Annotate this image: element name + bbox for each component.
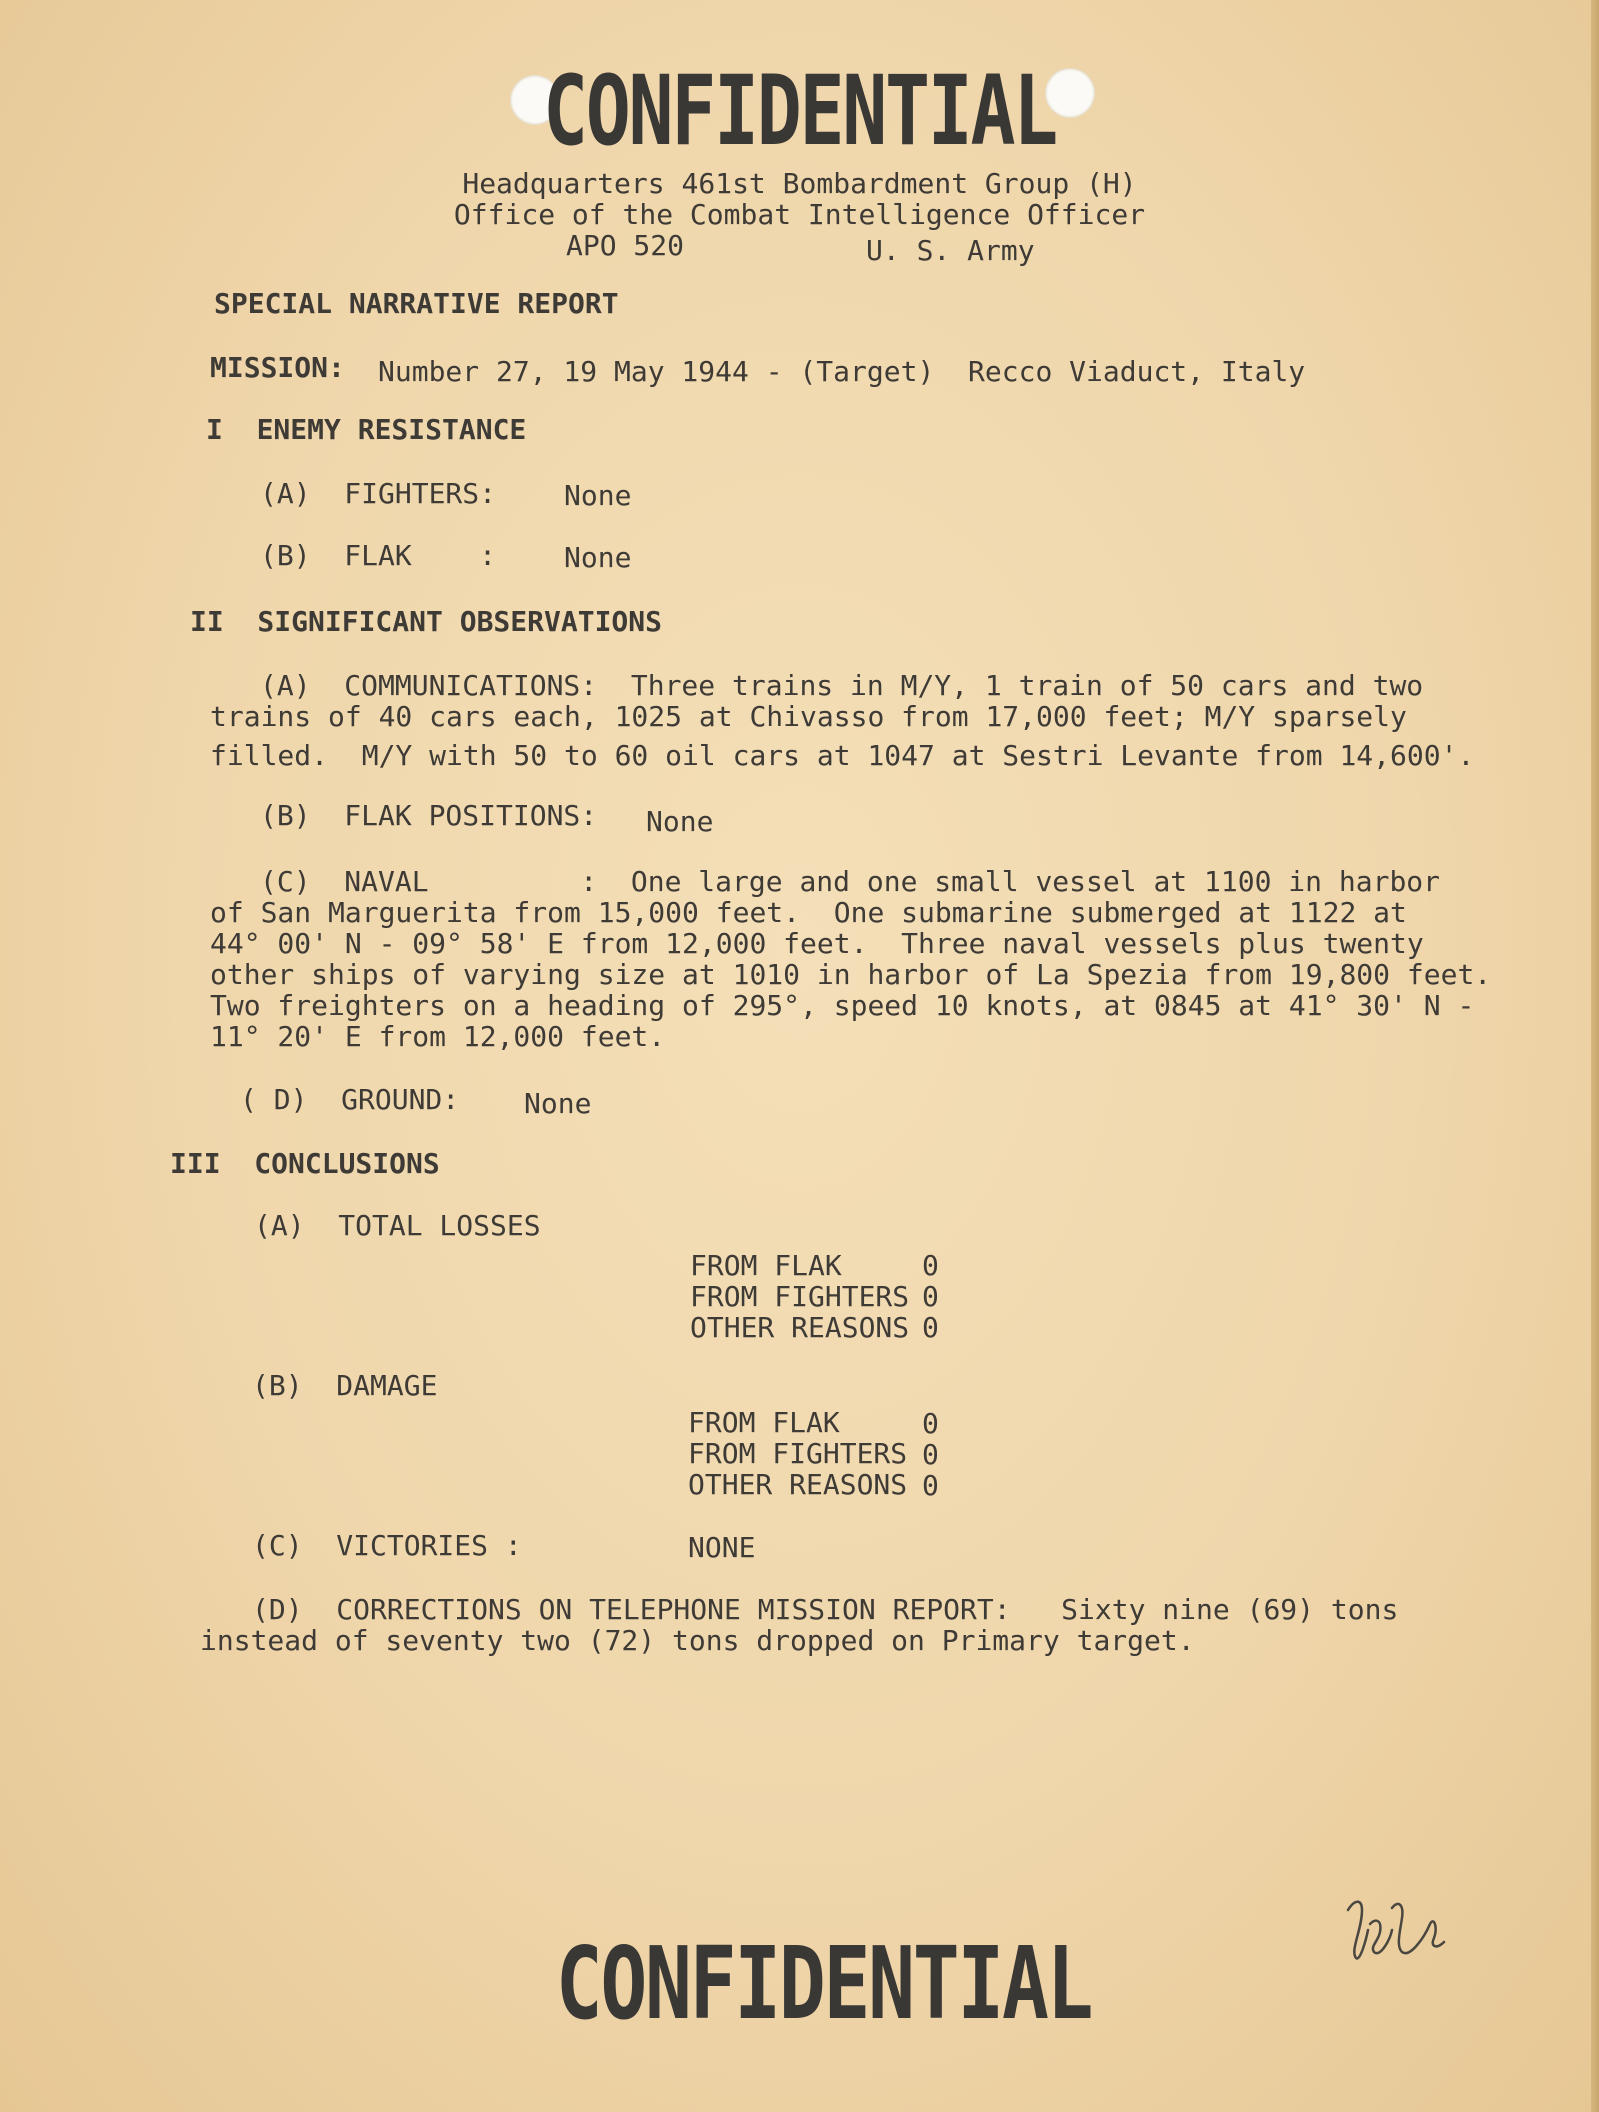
report-title: SPECIAL NARRATIVE REPORT (214, 287, 619, 320)
corrections-line-1: (D) CORRECTIONS ON TELEPHONE MISSION REPORT: Sixty nine (69) tons (252, 1593, 1399, 1626)
section-2-heading: II SIGNIFICANT OBSERVATIONS (190, 605, 663, 638)
losses-other-label: OTHER REASONS (690, 1311, 910, 1344)
losses-flak-label: FROM FLAK (690, 1249, 842, 1282)
losses-fighters-label: FROM FIGHTERS (690, 1280, 910, 1313)
header-army: U. S. Army (866, 234, 1035, 267)
ground-value: None (524, 1087, 592, 1120)
header-line-1: Headquarters 461st Bombardment Group (H) (462, 167, 1137, 200)
communications-line-2: trains of 40 cars each, 1025 at Chivasso from 17,000 feet; M/Y sparsely (210, 700, 1407, 733)
mission-text: Number 27, 19 May 1944 - (Target) Recco Viaduct, Italy (378, 355, 1306, 388)
damage-flak-label: FROM FLAK (688, 1406, 840, 1439)
confidential-stamp-top: CONFIDENTIAL (543, 55, 1056, 167)
naval-line-6: 11° 20' E from 12,000 feet. (210, 1020, 666, 1053)
communications-line-1: (A) COMMUNICATIONS: Three trains in M/Y, 1 train of 50 cars and two (260, 669, 1424, 702)
damage-fighters-label: FROM FIGHTERS (688, 1437, 908, 1470)
header-apo: APO 520 (566, 229, 685, 262)
ground-label: ( D) GROUND: (240, 1083, 460, 1116)
flak-value: None (564, 541, 632, 574)
mission-label: MISSION: (210, 351, 345, 384)
communications-line-3: filled. M/Y with 50 to 60 oil cars at 1047 at Sestri Levante from 14,600'. (210, 739, 1475, 772)
victories-label: (C) VICTORIES : (252, 1529, 522, 1562)
total-losses-label: (A) TOTAL LOSSES (254, 1209, 541, 1242)
corrections-line-2: instead of seventy two (72) tons dropped on Primary target. (200, 1624, 1195, 1657)
losses-flak-value: 0 (922, 1249, 939, 1282)
losses-fighters-value: 0 (922, 1280, 939, 1313)
damage-label: (B) DAMAGE (252, 1369, 438, 1402)
damage-other-label: OTHER REASONS (688, 1468, 908, 1501)
flak-label: (B) FLAK : (260, 539, 497, 572)
naval-line-2: of San Marguerita from 15,000 feet. One submarine submerged at 1122 at (210, 896, 1407, 929)
flak-positions-value: None (646, 805, 714, 838)
header-line-2: Office of the Combat Intelligence Officer (453, 198, 1146, 231)
section-3-heading: III CONCLUSIONS (170, 1147, 440, 1180)
losses-other-value: 0 (922, 1311, 939, 1344)
damage-flak-value: 0 (922, 1407, 939, 1440)
fighters-label: (A) FIGHTERS: (260, 477, 497, 510)
victories-value: NONE (688, 1531, 756, 1564)
naval-line-1: (C) NAVAL : One large and one small vessel at 1100 in harbor (260, 865, 1441, 898)
fighters-value: None (564, 479, 632, 512)
damage-other-value: 0 (922, 1469, 939, 1502)
naval-line-4: other ships of varying size at 1010 in harbor of La Spezia from 19,800 feet. (210, 958, 1492, 991)
damage-fighters-value: 0 (922, 1438, 939, 1471)
naval-line-3: 44° 00' N - 09° 58' E from 12,000 feet. Three naval vessels plus twenty (210, 927, 1424, 960)
section-1-heading: I ENEMY RESISTANCE (206, 413, 527, 446)
confidential-stamp-bottom: CONFIDENTIAL (555, 1925, 1092, 2042)
flak-positions-label: (B) FLAK POSITIONS: (260, 799, 598, 832)
naval-line-5: Two freighters on a heading of 295°, speed 10 knots, at 0845 at 41° 30' N - (210, 989, 1475, 1022)
paper-edge (1591, 0, 1599, 2112)
